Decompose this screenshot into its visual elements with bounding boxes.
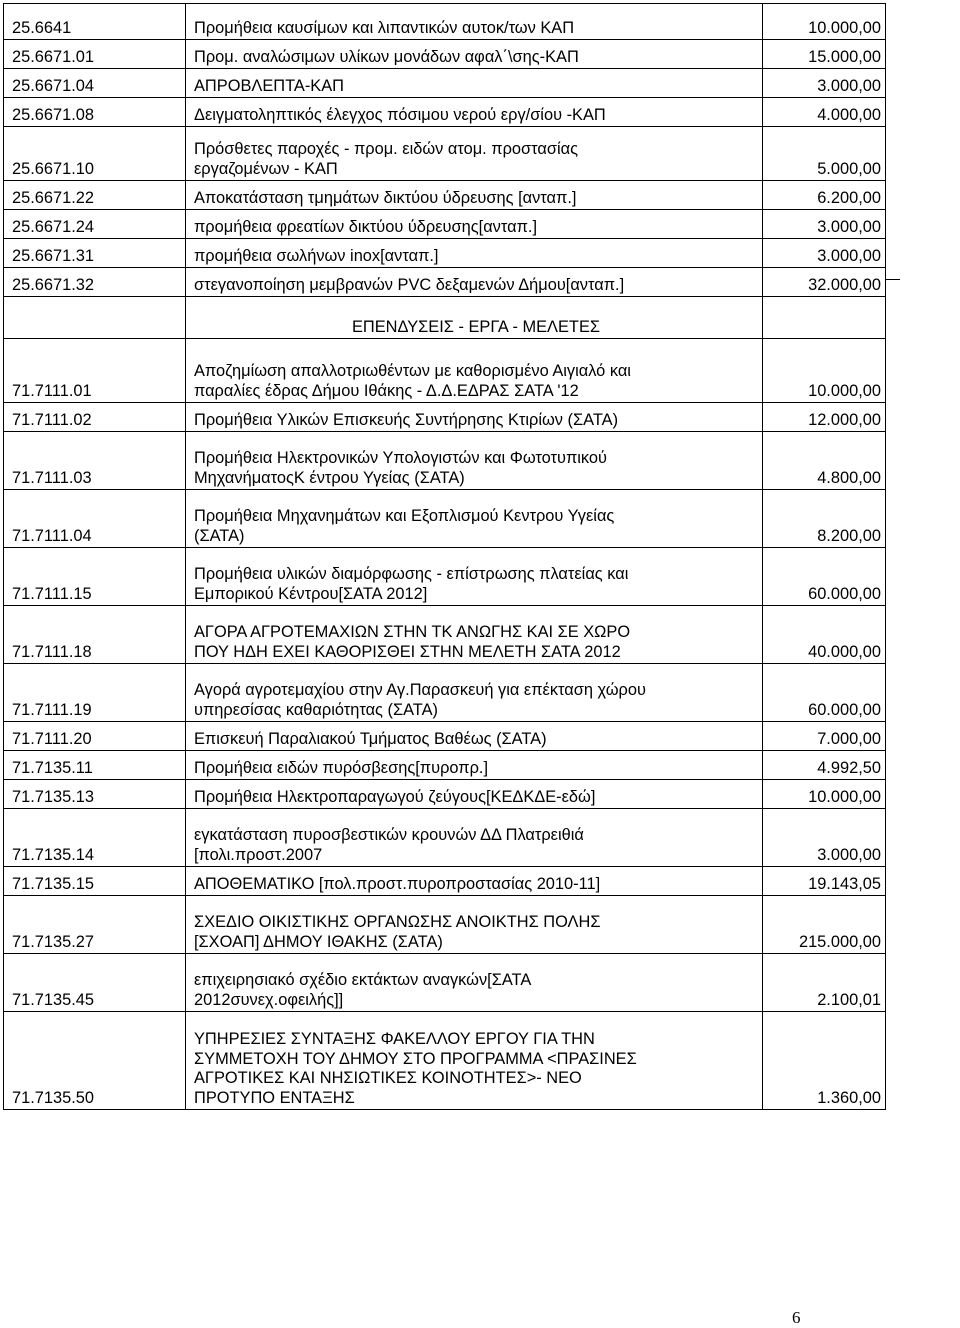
description-cell: εγκατάσταση πυροσβεστικών κρουνών ΔΔ Πλατρειθιά [πολι.προστ.2007	[186, 809, 763, 867]
amount-cell: 8.200,00	[763, 490, 886, 548]
account-code-cell: 71.7111.15	[4, 548, 186, 606]
account-code-cell: 71.7135.45	[4, 954, 186, 1012]
table-row	[4, 867, 886, 896]
amount-cell: 3.000,00	[763, 69, 886, 98]
account-code-cell: 25.6671.31	[4, 239, 186, 268]
table-row	[4, 239, 886, 268]
account-code-cell: 71.7135.50	[4, 1012, 186, 1110]
budget-table-section-heading	[4, 297, 886, 339]
description-cell: Επισκευή Παραλιακού Τμήματος Βαθέως (ΣΑΤΑ)	[186, 722, 763, 751]
description-cell: Προμήθεια Μηχανημάτων και Εξοπλισμού Κεντρου Υγείας (ΣΑΤΑ)	[186, 490, 763, 548]
amount-cell: 40.000,00	[763, 606, 886, 664]
account-code-cell: 25.6671.04	[4, 69, 186, 98]
amount-cell: 10.000,00	[763, 780, 886, 809]
description-cell: Προμ. αναλώσιμων υλίκων μονάδων αφαλ΄\σης-ΚΑΠ	[186, 40, 763, 69]
budget-table-section-a	[4, 4, 886, 297]
amount-cell: 4.992,50	[763, 751, 886, 780]
section-heading-row	[4, 297, 886, 339]
description-cell: προμήθεια φρεατίων δικτύου ύδρευσης[ανταπ.]	[186, 210, 763, 239]
description-cell: Προμήθεια καυσίμων και λιπαντικών αυτοκ/των ΚΑΠ	[186, 4, 763, 40]
amount-cell: 3.000,00	[763, 239, 886, 268]
amount-cell: 15.000,00	[763, 40, 886, 69]
description-cell: στεγανοποίηση μεμβρανών PVC δεξαμενών Δήμου[ανταπ.]	[186, 268, 763, 297]
account-code-cell: 25.6671.24	[4, 210, 186, 239]
account-code-cell: 71.7111.01	[4, 339, 186, 403]
section-heading-code-cell	[4, 297, 186, 339]
table-row	[4, 664, 886, 722]
page-number: 6	[792, 1308, 801, 1327]
budget-table-section-b	[4, 339, 886, 1110]
description-cell: ΑΓΟΡΑ ΑΓΡΟΤΕΜΑΧΙΩΝ ΣΤΗΝ ΤΚ ΑΝΩΓΗΣ ΚΑΙ ΣΕ ΧΩΡΟ ΠΟΥ ΗΔΗ ΕΧΕΙ ΚΑΘΟΡΙΣΘΕΙ ΣΤΗΝ ΜΕΛΕΤΗ ΣΑΤΑ 2012	[186, 606, 763, 664]
amount-cell: 4.000,00	[763, 98, 886, 127]
account-code-cell: 25.6671.32	[4, 268, 186, 297]
description-cell: Προμήθεια ειδών πυρόσβεσης[πυροπρ.]	[186, 751, 763, 780]
amount-cell: 215.000,00	[763, 896, 886, 954]
section-heading-amount-cell	[763, 297, 886, 339]
description-cell: Αποκατάσταση τμημάτων δικτύου ύδρευσης [ανταπ.]	[186, 181, 763, 210]
description-cell: Αγορά αγροτεμαχίου στην Αγ.Παρασκευή για επέκταση χώρου υπηρεσίσας καθαριότητας (ΣΑΤΑ)	[186, 664, 763, 722]
table-edge-mark	[886, 279, 900, 280]
account-code-cell: 71.7111.19	[4, 664, 186, 722]
table-row	[4, 210, 886, 239]
account-code-cell: 25.6671.01	[4, 40, 186, 69]
account-code-cell: 71.7111.18	[4, 606, 186, 664]
description-cell: Πρόσθετες παροχές - προμ. ειδών ατομ. προστασίας εργαζομένων - ΚΑΠ	[186, 127, 763, 181]
table-row	[4, 1012, 886, 1110]
description-cell: ΑΠΟΘΕΜΑΤΙΚΟ [πολ.προστ.πυροπροστασίας 2010-11]	[186, 867, 763, 896]
account-code-cell: 25.6671.22	[4, 181, 186, 210]
description-cell: ΥΠΗΡΕΣΙΕΣ ΣΥΝΤΑΞΗΣ ΦΑΚΕΛΛΟΥ ΕΡΓΟΥ ΓΙΑ ΤΗΝ ΣΥΜΜΕΤΟΧΗ ΤΟΥ ΔΗΜΟΥ ΣΤΟ ΠΡΟΓΡΑΜΜΑ <ΠΡΑΣΙΝΕΣ ΑΓΡΟΤΙΚΕΣ ΚΑΙ ΝΗΣΙΩΤΙΚΕΣ ΚΟΙΝΟΤΗΤΕΣ>- ΝΕΟ ΠΡΟΤΥΠΟ ΕΝΤΑΞΗΣ	[186, 1012, 763, 1110]
table-row	[4, 98, 886, 127]
description-cell: Δειγματοληπτικός έλεγχος πόσιμου νερού εργ/σίου -ΚΑΠ	[186, 98, 763, 127]
description-cell: Προμήθεια Ηλεκτρονικών Υπολογιστών και Φωτοτυπικού ΜηχανήματοςΚ έντρου Υγείας (ΣΑΤΑ)	[186, 432, 763, 490]
account-code-cell: 71.7135.13	[4, 780, 186, 809]
table-row	[4, 809, 886, 867]
amount-cell: 10.000,00	[763, 4, 886, 40]
amount-cell: 2.100,01	[763, 954, 886, 1012]
description-cell: ΑΠΡΟΒΛΕΠΤΑ-ΚΑΠ	[186, 69, 763, 98]
account-code-cell: 71.7111.02	[4, 403, 186, 432]
table-row	[4, 127, 886, 181]
table-row	[4, 181, 886, 210]
table-row	[4, 432, 886, 490]
table-row	[4, 780, 886, 809]
amount-cell: 60.000,00	[763, 664, 886, 722]
amount-cell: 60.000,00	[763, 548, 886, 606]
amount-cell: 6.200,00	[763, 181, 886, 210]
table-row	[4, 339, 886, 403]
description-cell: Προμήθεια Ηλεκτροπαραγωγού ζεύγους[ΚΕΔΚΔΕ-εδώ]	[186, 780, 763, 809]
description-cell: προμήθεια σωλήνων inox[ανταπ.]	[186, 239, 763, 268]
amount-cell: 10.000,00	[763, 339, 886, 403]
table-row	[4, 268, 886, 297]
table-row	[4, 606, 886, 664]
amount-cell: 3.000,00	[763, 809, 886, 867]
account-code-cell: 71.7135.11	[4, 751, 186, 780]
amount-cell: 4.800,00	[763, 432, 886, 490]
amount-cell: 7.000,00	[763, 722, 886, 751]
table-row	[4, 490, 886, 548]
description-cell: Προμήθεια Υλικών Επισκευής Συντήρησης Κτιρίων (ΣΑΤΑ)	[186, 403, 763, 432]
table-row	[4, 548, 886, 606]
table-row	[4, 40, 886, 69]
amount-cell: 12.000,00	[763, 403, 886, 432]
table-row	[4, 403, 886, 432]
amount-cell: 32.000,00	[763, 268, 886, 297]
account-code-cell: 71.7135.15	[4, 867, 186, 896]
table-row	[4, 896, 886, 954]
description-cell: επιχειρησιακό σχέδιο εκτάκτων αναγκών[ΣΑΤΑ 2012συνεχ.οφειλής]]	[186, 954, 763, 1012]
table-row	[4, 954, 886, 1012]
account-code-cell: 25.6671.08	[4, 98, 186, 127]
table-row	[4, 69, 886, 98]
description-cell: Αποζημίωση απαλλοτριωθέντων με καθορισμένο Αιγιαλό και παραλίες έδρας Δήμου Ιθάκης - Δ.Δ.ΕΔΡΑΣ ΣΑΤΑ '12	[186, 339, 763, 403]
account-code-cell: 71.7135.14	[4, 809, 186, 867]
description-cell: Προμήθεια υλικών διαμόρφωσης - επίστρωσης πλατείας και Εμπορικού Κέντρου[ΣΑΤΑ 2012]	[186, 548, 763, 606]
amount-cell: 5.000,00	[763, 127, 886, 181]
budget-table	[3, 3, 886, 1110]
amount-cell: 1.360,00	[763, 1012, 886, 1110]
account-code-cell: 25.6641	[4, 4, 186, 40]
table-row	[4, 751, 886, 780]
account-code-cell: 71.7111.03	[4, 432, 186, 490]
account-code-cell: 71.7135.27	[4, 896, 186, 954]
account-code-cell: 71.7111.20	[4, 722, 186, 751]
table-row	[4, 722, 886, 751]
table-row	[4, 4, 886, 40]
amount-cell: 19.143,05	[763, 867, 886, 896]
account-code-cell: 71.7111.04	[4, 490, 186, 548]
amount-cell: 3.000,00	[763, 210, 886, 239]
account-code-cell: 25.6671.10	[4, 127, 186, 181]
description-cell: ΣΧΕΔΙΟ ΟΙΚΙΣΤΙΚΗΣ ΟΡΓΑΝΩΣΗΣ ΑΝΟΙΚΤΗΣ ΠΟΛΗΣ [ΣΧΟΑΠ] ΔΗΜΟΥ ΙΘΑΚΗΣ (ΣΑΤΑ)	[186, 896, 763, 954]
section-heading: ΕΠΕΝΔΥΣΕΙΣ - ΕΡΓΑ - ΜΕΛΕΤΕΣ	[186, 297, 763, 339]
